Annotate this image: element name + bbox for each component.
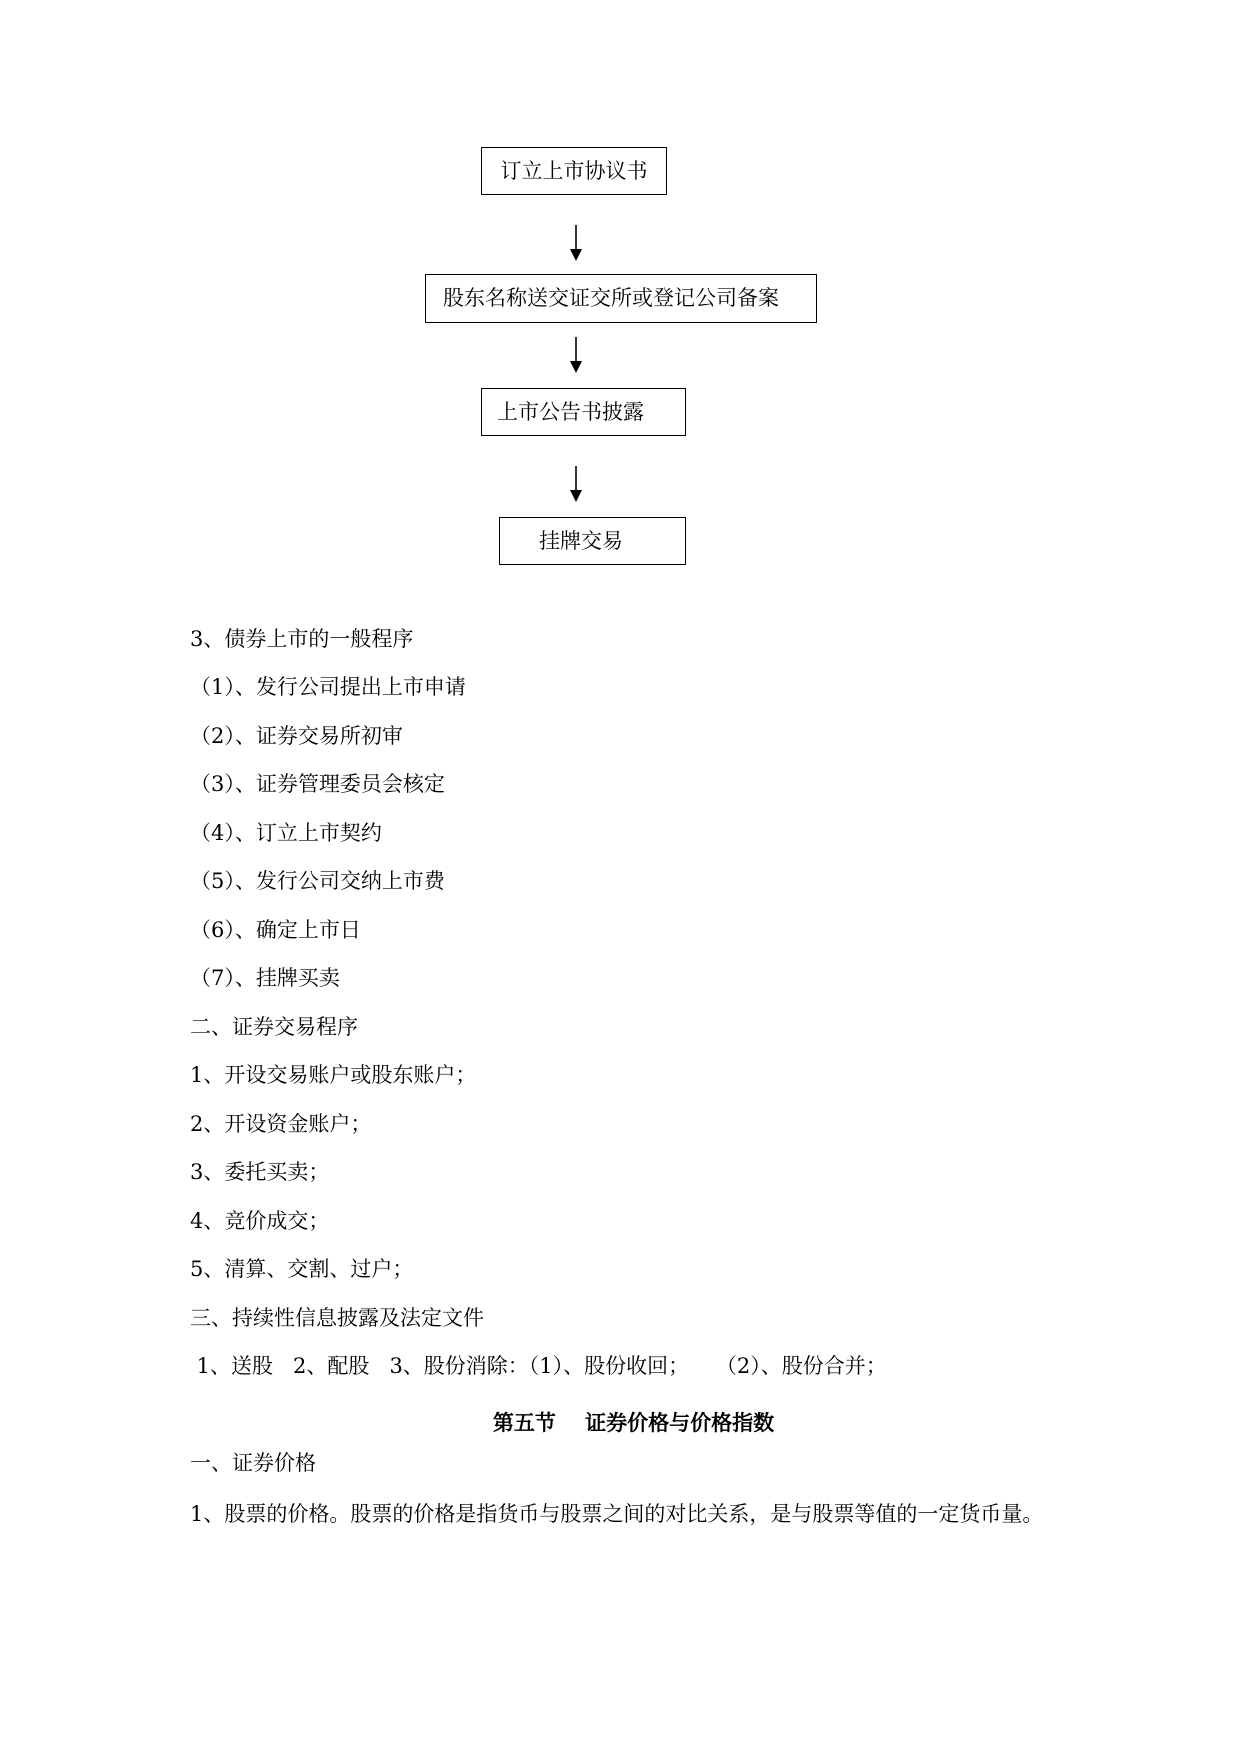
flow-step-2-label: 股东名称送交证交所或登记公司备案 <box>443 286 779 310</box>
section-heading: 第五节 证券价格与价格指数 <box>492 1410 775 1435</box>
text-line: 4、竞价成交； <box>190 1209 330 1233</box>
text-line: 二、证券交易程序 <box>190 1015 358 1039</box>
flow-step-4-label: 挂牌交易 <box>539 528 623 553</box>
arrow-down-icon <box>568 225 584 261</box>
text-line: 1、开设交易账户或股东账户； <box>190 1063 477 1087</box>
arrow-down-icon <box>568 466 584 502</box>
text-line: 3、债券上市的一般程序 <box>190 627 414 651</box>
paragraph: 1、股票的价格。股票的价格是指货币与股票之间的对比关系，是与股票等值的一定货币量。 <box>190 1502 1044 1526</box>
flow-step-3 <box>481 388 686 436</box>
text-line: （7）、挂牌买卖 <box>190 966 340 990</box>
text-line: （4）、订立上市契约 <box>190 821 382 845</box>
text-line: 1、送股 2、配股 3、股份消除：（1）、股份收回； （2）、股份合并； <box>190 1354 887 1378</box>
text-line: 5、清算、交割、过户； <box>190 1257 414 1281</box>
flow-step-2 <box>425 274 817 323</box>
text-line: （5）、发行公司交纳上市费 <box>190 869 445 893</box>
arrow-down-icon <box>568 337 584 373</box>
text-line: 三、持续性信息披露及法定文件 <box>190 1306 484 1330</box>
text-line: （3）、证券管理委员会核定 <box>190 772 445 796</box>
subheading: 一、证券价格 <box>190 1451 316 1475</box>
flow-step-4 <box>499 517 686 565</box>
text-line: 2、开设资金账户； <box>190 1112 372 1136</box>
text-line: （6）、确定上市日 <box>190 918 361 942</box>
flow-step-3-label: 上市公告书披露 <box>497 399 644 424</box>
text-line: 3、委托买卖； <box>190 1160 330 1184</box>
text-line: （1）、发行公司提出上市申请 <box>190 675 466 699</box>
text-line: （2）、证券交易所初审 <box>190 724 403 748</box>
flow-step-1 <box>481 147 667 195</box>
flow-step-1-label: 订立上市协议书 <box>500 158 648 183</box>
